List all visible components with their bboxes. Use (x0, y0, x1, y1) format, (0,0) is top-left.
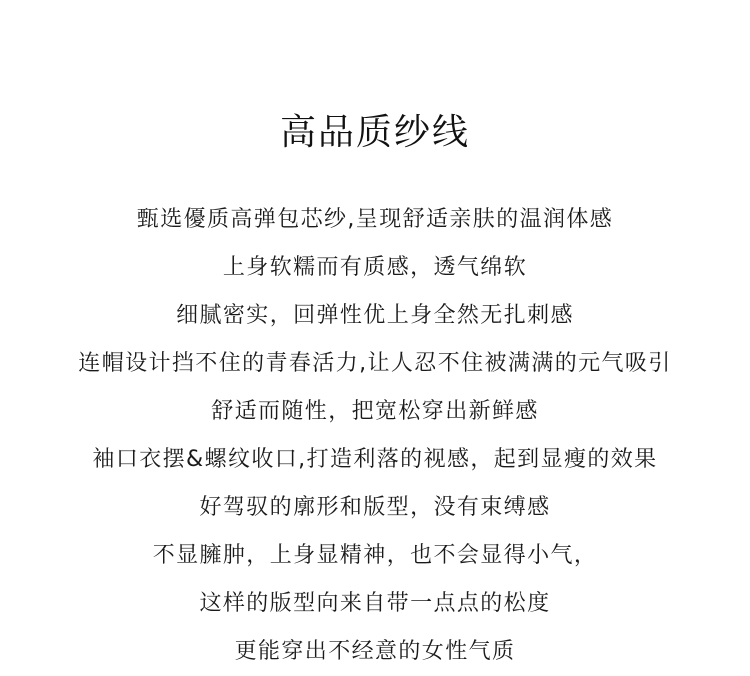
description-line: 上身软糯而有质感，透气绵软 (222, 255, 528, 280)
description-lines (0, 196, 750, 676)
description-line: 连帽设计挡不住的青春活力,让人忍不住被满满的元气吸引 (78, 351, 672, 376)
description-line: 甄选優质高弹包芯纱,呈现舒适亲肤的温润体感 (136, 207, 614, 232)
section-title: 高品质纱线 (279, 112, 470, 153)
description-line: 细腻密实，回弹性优上身全然无扎刺感 (176, 303, 574, 328)
description-line: 不显臃肿，上身显精神，也不会显得小气， (152, 543, 598, 568)
description-line: 更能穿出不经意的女性气质 (234, 639, 516, 664)
description-line: 舒适而随性，把宽松穿出新鲜感 (211, 399, 539, 424)
description-line: 袖口衣摆&螺纹收口,打造利落的视感，起到显瘦的效果 (92, 447, 658, 472)
description-line: 这样的版型向来自带一点点的松度 (199, 591, 551, 616)
description-line: 好驾驭的廓形和版型，没有束缚感 (199, 495, 551, 520)
